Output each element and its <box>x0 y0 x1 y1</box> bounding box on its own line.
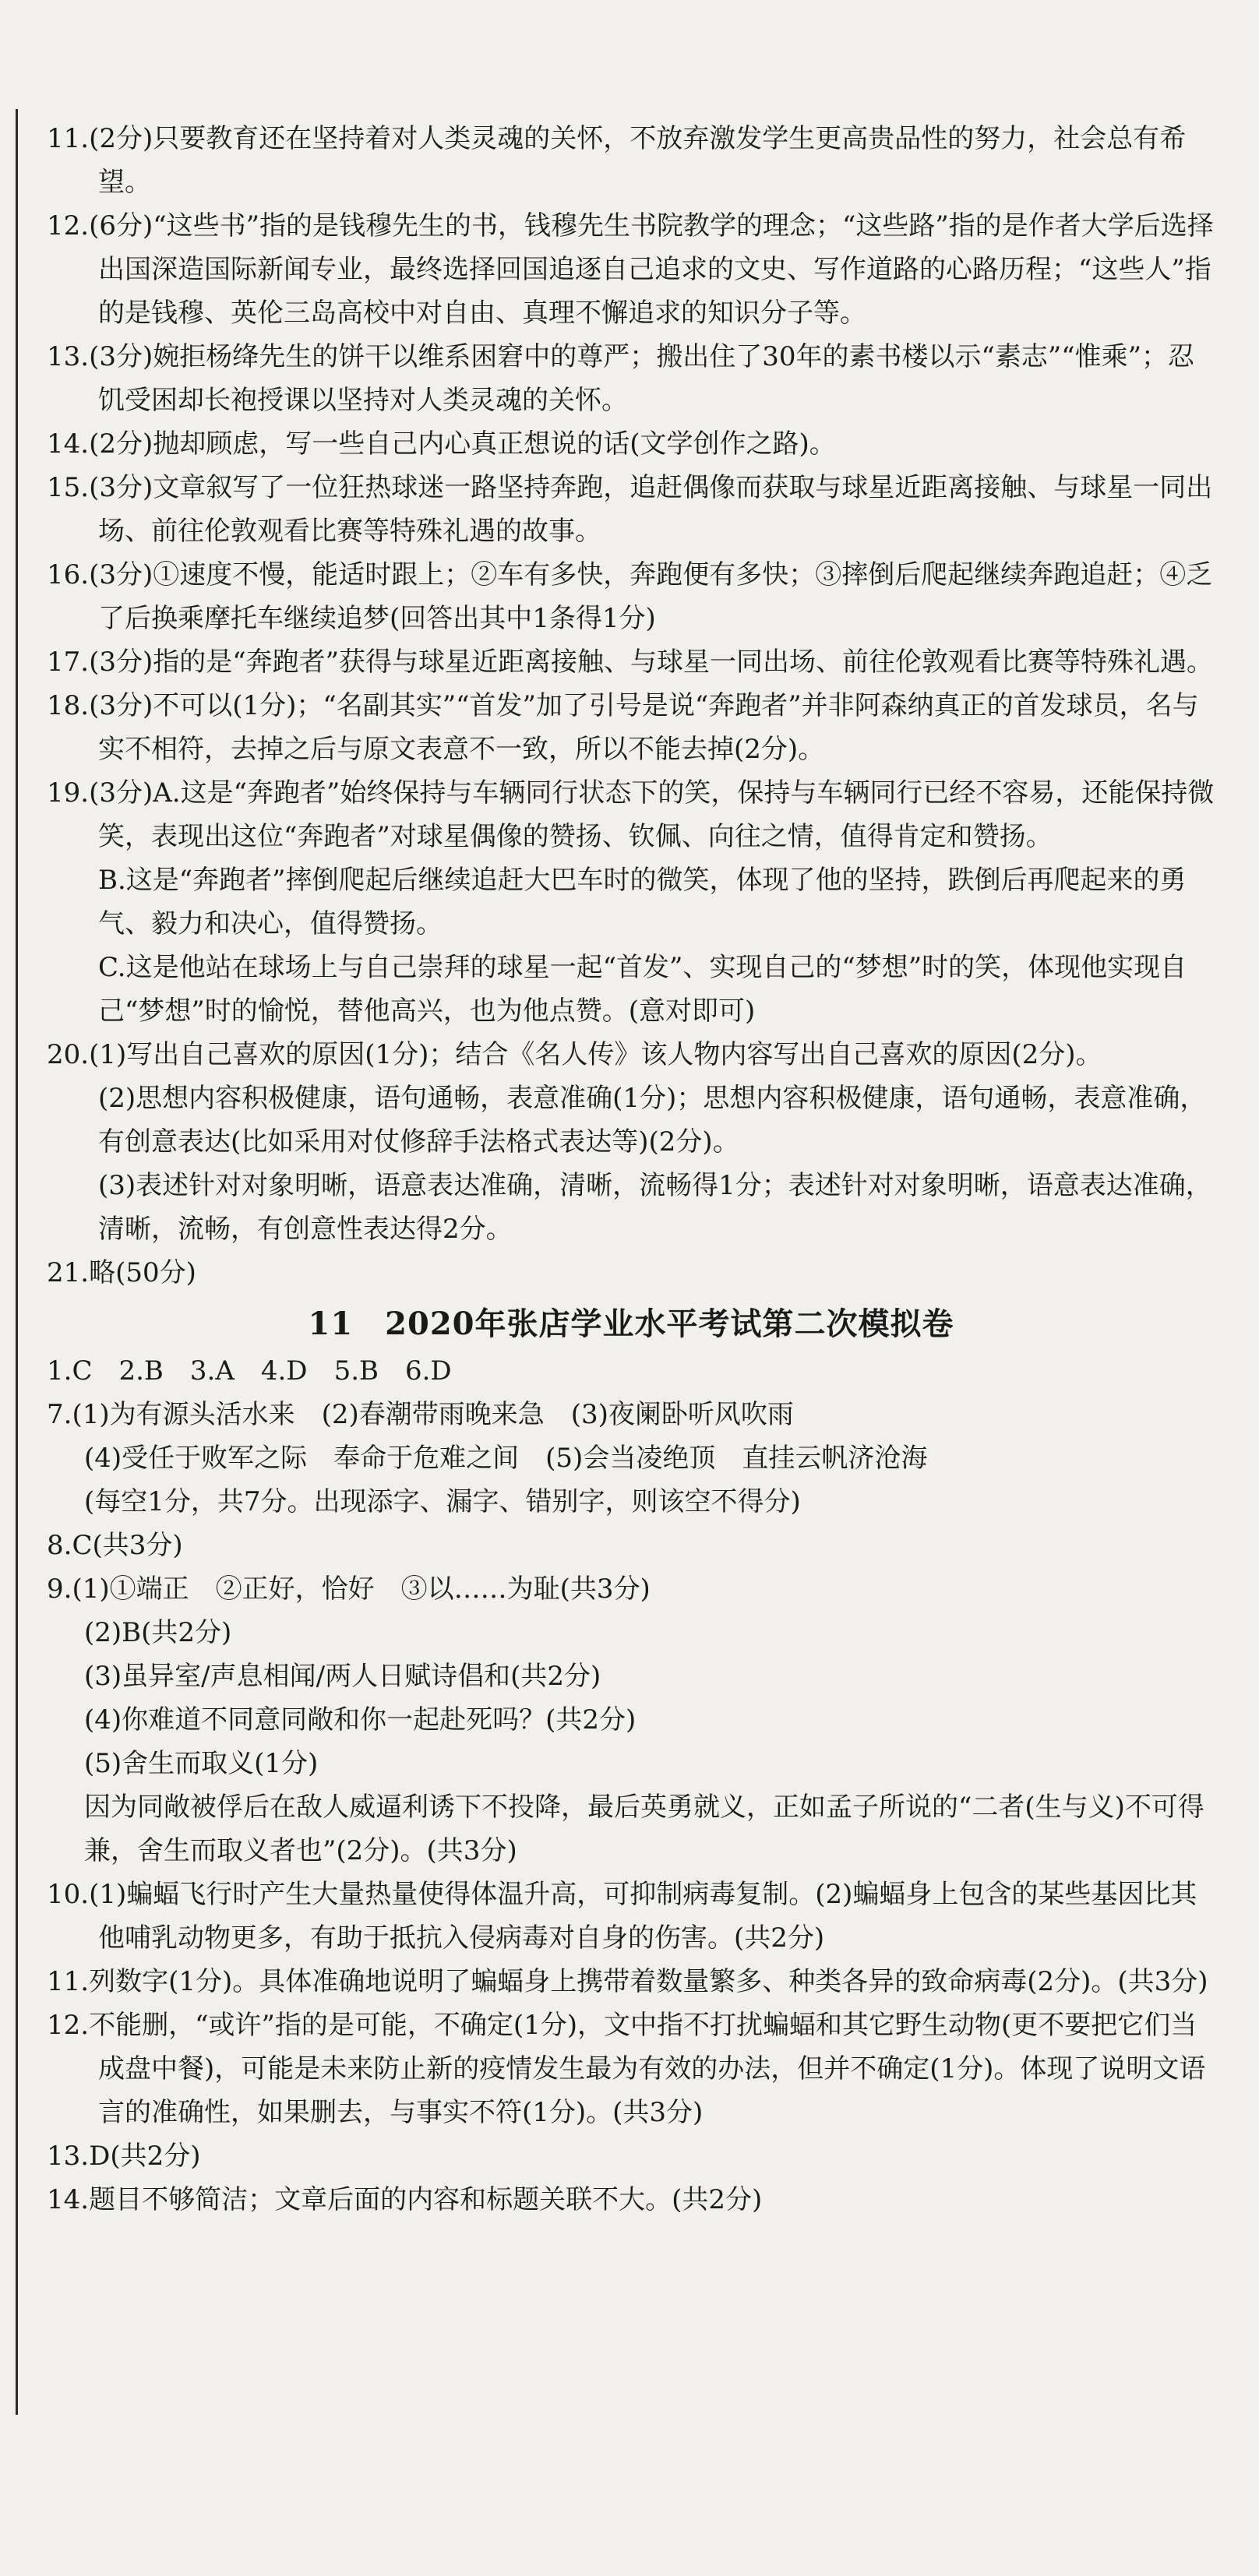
answer-s2-q9-3: (3)虽异室/声息相闻/两人日赋诗倡和(共2分) <box>84 1661 601 1692</box>
answer-q19-b: B.这是“奔跑者”摔倒爬起后继续追赶大巴车时的微笑，体现了他的坚持，跌倒后再爬起来的勇气、毅力和决心，值得赞扬。 <box>98 865 1187 939</box>
answer-content <box>47 117 1215 2222</box>
section-title: 11 2020年张店学业水平考试第二次模拟卷 <box>308 1306 954 1342</box>
answer-s2-q9-1: 9.(1)①端正 ②正好，恰好 ③以……为耻(共3分) <box>47 1573 651 1605</box>
answer-q19-a: 19.(3分)A.这是“奔跑者”始终保持与车辆同行状态下的笑，保持与车辆同行已经不容易，还能保持微笑，表现出这位“奔跑者”对球星偶像的赞扬、钦佩、向往之情，值得肯定和赞扬。 <box>47 777 1215 852</box>
answer-q21: 21.略(50分) <box>47 1257 196 1288</box>
answer-q15: 15.(3分)文章叙写了一位狂热球迷一路坚持奔跑，追赶偶像而获取与球星近距离接触、与球星一同出场、前往伦敦观看比赛等特殊礼遇的故事。 <box>47 472 1213 547</box>
answer-q20-1: 20.(1)写出自己喜欢的原因(1分)；结合《名人传》该人物内容写出自己喜欢的原因(2分)。 <box>47 1039 1102 1070</box>
answer-s2-q7-4-5: (4)受任于败军之际 奉命于危难之间 (5)会当凌绝顶 直挂云帆济沧海 <box>84 1443 928 1474</box>
left-margin-rule <box>16 109 18 2415</box>
answer-s2-q14: 14.题目不够简洁；文章后面的内容和标题关联不大。(共2分) <box>47 2184 763 2215</box>
answer-s2-q11: 11.列数字(1分)。具体准确地说明了蝙蝠身上携带着数量繁多、种类各异的致命病毒(2分)。(共3分) <box>47 1966 1208 1997</box>
answer-s2-q10: 10.(1)蝙蝠飞行时产生大量热量使得体温升高，可抑制病毒复制。(2)蝙蝠身上包含的某些基因比其他哺乳动物更多，有助于抵抗入侵病毒对自身的伤害。(共2分) <box>47 1879 1197 1954</box>
answer-q19-c: C.这是他站在球场上与自己崇拜的球星一起“首发”、实现自己的“梦想”时的笑，体现他实现自己“梦想”时的愉悦，替他高兴，也为他点赞。(意对即可) <box>98 952 1187 1027</box>
answer-q17: 17.(3分)指的是“奔跑者”获得与球星近距离接触、与球星一同出场、前往伦敦观看比赛等特殊礼遇。 <box>47 647 1213 678</box>
answer-q20-3: (3)表述针对对象明晰，语意表达准确，清晰，流畅得1分；表述针对对象明晰，语意表达准确，清晰，流畅，有创意性表达得2分。 <box>98 1170 1212 1245</box>
answer-q12: 12.(6分)“这些书”指的是钱穆先生的书，钱穆先生书院教学的理念；“这些路”指的是作者大学后选择出国深造国际新闻专业，最终选择回国追逐自己追求的文史、写作道路的心路历程；“这些人”指的是钱穆、英伦三岛高校中对自由、真理不懈追求的知识分子等。 <box>47 210 1214 329</box>
answer-s2-q9-5: (5)舍生而取义(1分) <box>84 1748 319 1779</box>
answer-q13: 13.(3分)婉拒杨绛先生的饼干以维系困窘中的尊严；搬出住了30年的素书楼以示“素志”“惟乘”；忍饥受困却长袍授课以坚持对人类灵魂的关怀。 <box>47 341 1195 416</box>
answer-q20-2: (2)思想内容积极健康，语句通畅，表意准确(1分)；思想内容积极健康，语句通畅，表意准确，有创意表达(比如采用对仗修辞手法格式表达等)(2分)。 <box>98 1083 1207 1158</box>
answer-s2-q9-2: (2)B(共2分) <box>84 1617 232 1648</box>
answer-q16: 16.(3分)①速度不慢，能适时跟上；②车有多快，奔跑便有多快；③摔倒后爬起继续奔跑追赶；④乏了后换乘摩托车继续追梦(回答出其中1条得1分) <box>47 559 1213 634</box>
answer-s2-q9-4: (4)你难道不同意同敞和你一起赴死吗？(共2分) <box>84 1704 637 1736</box>
answer-s2-q12: 12.不能删，“或许”指的是可能，不确定(1分)，文中指不打扰蝙蝠和其它野生动物(更不要把它们当成盘中餐)，可能是未来防止新的疫情发生最为有效的办法，但并不确定(1分)。体现了说明文语言的准确性，如果删去，与事实不符(1分)。(共3分) <box>47 2010 1206 2128</box>
answer-q11: 11.(2分)只要教育还在坚持着对人类灵魂的关怀，不放弃激发学生更高贵品性的努力，社会总有希望。 <box>47 123 1187 198</box>
answer-q14: 14.(2分)抛却顾虑，写一些自己内心真正想说的话(文学创作之路)。 <box>47 428 836 460</box>
answer-s2-q1-6: 1.C 2.B 3.A 4.D 5.B 6.D <box>47 1355 452 1387</box>
answer-s2-q7: 7.(1)为有源头活水来 (2)春潮带雨晚来急 (3)夜阑卧听风吹雨 <box>47 1399 794 1430</box>
answer-s2-q8: 8.C(共3分) <box>47 1530 183 1561</box>
answer-s2-q9-note: 因为同敞被俘后在敌人威逼利诱下不投降，最后英勇就义，正如孟子所说的“二者(生与义)不可得兼，舍生而取义者也”(2分)。(共3分) <box>84 1792 1204 1866</box>
answer-s2-q13: 13.D(共2分) <box>47 2141 201 2172</box>
answer-q18: 18.(3分)不可以(1分)；“名副其实”“首发”加了引号是说“奔跑者”并非阿森纳真正的首发球员，名与实不相符，去掉之后与原文表意不一致，所以不能去掉(2分)。 <box>47 690 1199 765</box>
answer-s2-q7-note: (每空1分，共7分。出现添字、漏字、错别字，则该空不得分) <box>84 1486 801 1517</box>
